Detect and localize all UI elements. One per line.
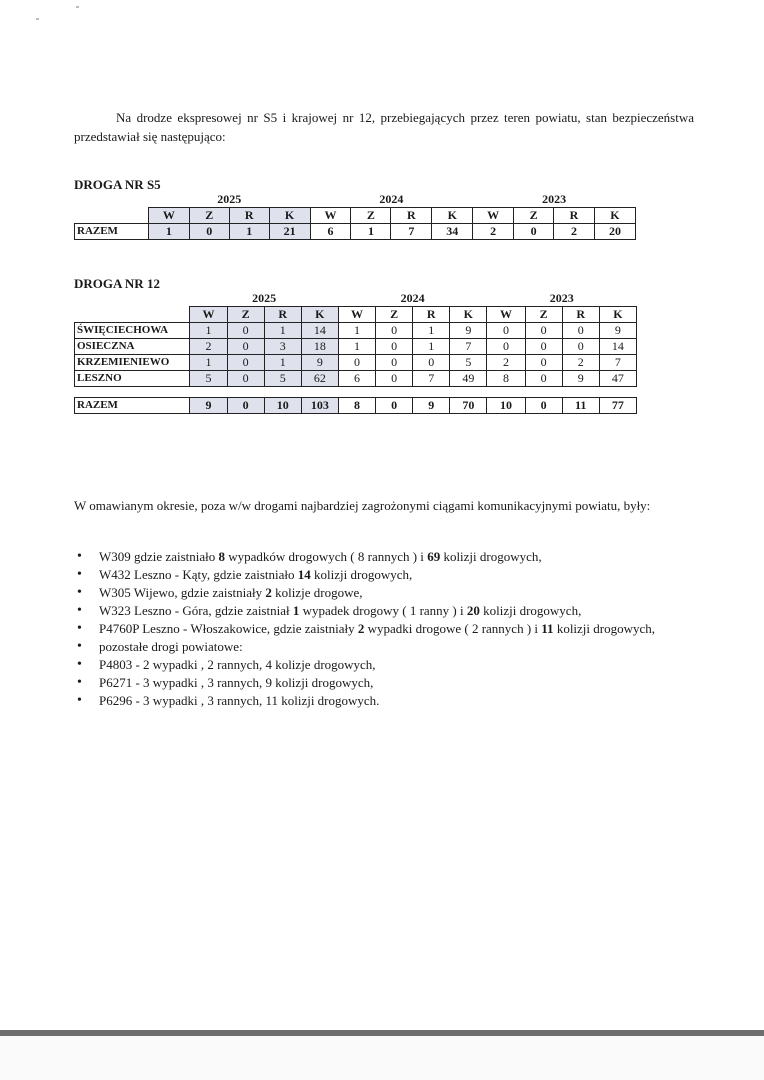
table-cell: 14 <box>599 339 636 355</box>
column-header: R <box>562 307 599 323</box>
column-header: W <box>190 307 227 323</box>
table-cell: 70 <box>450 398 487 414</box>
s5-heading: DROGA NR S5 <box>74 177 161 192</box>
table-cell: 1 <box>190 323 227 339</box>
table-cell: 21 <box>269 224 310 240</box>
table-cell: 10 <box>487 398 525 414</box>
table-cell: 9 <box>562 371 599 387</box>
year-label: 2025 <box>252 291 277 305</box>
column-header: Z <box>514 208 554 224</box>
table-cell: 1 <box>413 323 450 339</box>
column-header: W <box>310 208 351 224</box>
column-header: R <box>391 208 432 224</box>
table-cell: 1 <box>190 355 227 371</box>
scan-background <box>0 1036 764 1080</box>
list-item: • P4803 - 2 wypadki , 2 rannych, 4 kolizje drogowych, <box>74 656 694 674</box>
table-cell: 0 <box>376 398 413 414</box>
column-header: W <box>148 208 189 224</box>
table-cell: 0 <box>413 355 450 371</box>
table-cell: 18 <box>301 339 338 355</box>
table-cell: 2 <box>562 355 599 371</box>
table-row <box>75 323 637 339</box>
column-header-row <box>75 307 637 323</box>
table-cell: 10 <box>264 398 301 414</box>
column-header: K <box>599 307 636 323</box>
table-cell: 9 <box>599 323 636 339</box>
table-cell: 0 <box>376 371 413 387</box>
column-header: R <box>264 307 301 323</box>
list-item: • W309 gdzie zaistniało 8 wypadków drogowych ( 8 rannych ) i 69 kolizji drogowych, <box>74 548 694 566</box>
summary-paragraph: W omawianym okresie, poza w/w drogami najbardziej zagrożonymi ciągami komunikacyjnymi powiatu, były: <box>74 498 651 513</box>
row-label: OSIECZNA <box>75 339 190 355</box>
table-cell: 5 <box>190 371 227 387</box>
table-cell: 1 <box>264 355 301 371</box>
column-header: K <box>269 208 310 224</box>
table-cell: 1 <box>338 323 375 339</box>
table-cell: 0 <box>487 323 525 339</box>
table-cell: 9 <box>190 398 227 414</box>
table-cell: 0 <box>562 323 599 339</box>
table-cell: 0 <box>525 323 562 339</box>
column-header: W <box>473 208 514 224</box>
list-item: • pozostałe drogi powiatowe: <box>74 638 694 656</box>
table-cell: 0 <box>525 398 562 414</box>
road-list <box>74 548 694 710</box>
table-cell: 1 <box>351 224 391 240</box>
table-cell: 1 <box>264 323 301 339</box>
table-row <box>75 224 636 240</box>
table-cell: 5 <box>450 355 487 371</box>
year-label: 2024 <box>379 192 404 206</box>
table-cell: 7 <box>391 224 432 240</box>
column-header: W <box>338 307 375 323</box>
table-cell: 5 <box>264 371 301 387</box>
year-label: 2023 <box>542 192 567 206</box>
table-cell: 7 <box>599 355 636 371</box>
table-cell: 49 <box>450 371 487 387</box>
table-cell: 0 <box>562 339 599 355</box>
table-cell: 1 <box>148 224 189 240</box>
column-header: Z <box>525 307 562 323</box>
column-header: K <box>301 307 338 323</box>
table-cell: 0 <box>227 398 264 414</box>
table-cell: 2 <box>473 224 514 240</box>
table-cell: 2 <box>190 339 227 355</box>
row-label: ŚWIĘCIECHOWA <box>75 323 190 339</box>
table-cell: 0 <box>227 371 264 387</box>
table-cell: 9 <box>413 398 450 414</box>
table-cell: 0 <box>514 224 554 240</box>
table-cell: 62 <box>301 371 338 387</box>
scan-speck <box>76 6 79 8</box>
column-header: R <box>229 208 269 224</box>
column-header-row <box>75 208 636 224</box>
table-cell: 14 <box>301 323 338 339</box>
column-header: K <box>432 208 473 224</box>
table-cell: 0 <box>525 339 562 355</box>
table-cell: 9 <box>450 323 487 339</box>
table-cell: 20 <box>594 224 635 240</box>
year-label: 2024 <box>400 291 425 305</box>
year-label: 2025 <box>217 192 242 206</box>
column-header: R <box>413 307 450 323</box>
scan-speck <box>36 18 39 20</box>
table-cell: 47 <box>599 371 636 387</box>
table-cell: 1 <box>229 224 269 240</box>
column-header: Z <box>189 208 229 224</box>
table-cell: 8 <box>338 398 375 414</box>
table-cell: 0 <box>227 355 264 371</box>
column-header: Z <box>376 307 413 323</box>
column-header: Z <box>351 208 391 224</box>
table-cell: 1 <box>413 339 450 355</box>
table-cell: 2 <box>487 355 525 371</box>
table-cell: 6 <box>310 224 351 240</box>
column-header: W <box>487 307 525 323</box>
row-label: RAZEM <box>75 398 190 414</box>
table-cell: 0 <box>376 355 413 371</box>
total-row <box>75 398 637 414</box>
table-row <box>75 371 637 387</box>
list-item: • P4760P Leszno - Włoszakowice, gdzie zaistniały 2 wypadki drogowe ( 2 rannych ) i 11 kolizji drogowych, <box>74 620 694 638</box>
table-cell: 1 <box>338 339 375 355</box>
list-item: • W305 Wijewo, gdzie zaistniały 2 kolizje drogowe, <box>74 584 694 602</box>
table-cell: 0 <box>376 323 413 339</box>
table-cell: 0 <box>525 355 562 371</box>
table-cell: 7 <box>450 339 487 355</box>
table-row <box>75 355 637 371</box>
intro-text: Na drodze ekspresowej nr S5 i krajowej nr 12, przebiegających przez teren powiatu, stan bezpieczeństwa przedstawiał się następująco: <box>74 110 694 144</box>
table-cell: 103 <box>301 398 338 414</box>
column-header: Z <box>227 307 264 323</box>
list-item: • W323 Leszno - Góra, gdzie zaistniał 1 wypadek drogowy ( 1 ranny ) i 20 kolizji drogowych, <box>74 602 694 620</box>
intro-paragraph <box>74 108 694 146</box>
column-header: R <box>554 208 595 224</box>
table-cell: 8 <box>487 371 525 387</box>
r12-heading: DROGA NR 12 <box>74 276 160 291</box>
table-cell: 77 <box>599 398 636 414</box>
table-cell: 34 <box>432 224 473 240</box>
row-label: KRZEMIENIEWO <box>75 355 190 371</box>
r12-table <box>74 291 637 414</box>
list-item: • P6271 - 3 wypadki , 3 rannych, 9 kolizji drogowych, <box>74 674 694 692</box>
table-cell: 7 <box>413 371 450 387</box>
table-row <box>75 339 637 355</box>
table-cell: 0 <box>376 339 413 355</box>
table-cell: 0 <box>487 339 525 355</box>
table-cell: 11 <box>562 398 599 414</box>
year-label: 2023 <box>549 291 574 305</box>
table-cell: 0 <box>525 371 562 387</box>
column-header: K <box>450 307 487 323</box>
spacer-row <box>75 387 637 398</box>
row-label: LESZNO <box>75 371 190 387</box>
s5-table <box>74 192 636 240</box>
table-cell: 0 <box>227 339 264 355</box>
list-item: • W432 Leszno - Kąty, gdzie zaistniało 14 kolizji drogowych, <box>74 566 694 584</box>
table-cell: 0 <box>189 224 229 240</box>
row-label: RAZEM <box>75 224 149 240</box>
table-cell: 6 <box>338 371 375 387</box>
year-row <box>75 192 636 208</box>
column-header: K <box>594 208 635 224</box>
year-row <box>75 291 637 307</box>
table-cell: 9 <box>301 355 338 371</box>
table-cell: 3 <box>264 339 301 355</box>
table-cell: 2 <box>554 224 595 240</box>
list-item: • P6296 - 3 wypadki , 3 rannych, 11 kolizji drogowych. <box>74 692 694 710</box>
table-cell: 0 <box>227 323 264 339</box>
table-cell: 0 <box>338 355 375 371</box>
